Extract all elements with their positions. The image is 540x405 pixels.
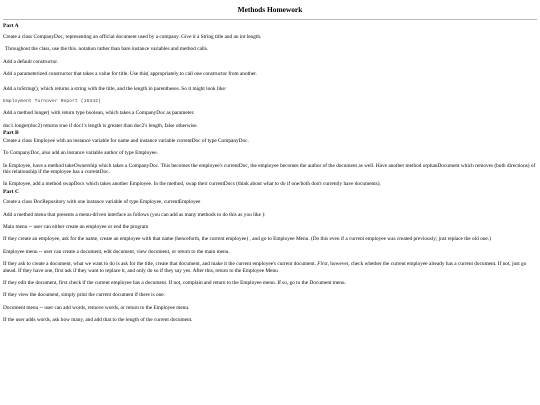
part-c-paragraph-10: If the user adds words, ask how many, and add that to the length of the current document. (3, 316, 193, 323)
part-b-paragraph-3: In Employee, have a method takeOwnership which takes a CompanyDoc. This becomes the employee's currentDoc, the employee becomes the author of the document as well. Have another method orphanDocument which removes (both directions) of this relationship if the employee has a currentDoc. (3, 162, 536, 175)
part-a-heading: Part A (3, 23, 19, 29)
part-c-paragraph-8: If they view the document, simply print the current document if there is one. (3, 292, 165, 299)
part-a-paragraph-5: Add a toString(), which returns a string with the title, and the length in parentheses. So it might look like: (3, 86, 227, 93)
part-c-paragraph-6-end: , however, check whether the current employee already has a current document. If not, just go ahead. If they have one, first ask if they want to replace it, and only do so if they say yes. After this, return to the Employee Menu (3, 261, 527, 274)
part-c-paragraph-2: Add a method menu that presents a menu-driven interface as follows (you can add as many methods to do this as you like ): (3, 211, 266, 218)
part-a-paragraph-4: Add a parameterized constructor that takes a value for title. Use this( appropriately to call one constructor from another. (3, 70, 257, 77)
part-c-paragraph-1: Create a class DocRepository with one instance variable of type Employee, currentEmployee (3, 199, 201, 206)
part-c-paragraph-6-start: If they ask to create a document, what we want to do is ask for the title, create that document, and make it the current employee's current document. (3, 261, 318, 268)
part-c-paragraph-9: Document menu -- user can add words, remove words, or return to the Employee menu. (3, 304, 190, 311)
part-a-paragraph-2: Throughout the class, use the this. notation rather than bare instance variables and method calls. (5, 46, 209, 53)
first-emphasis: First (317, 261, 328, 268)
tostring-example: Employment Turnover Report (16342) (3, 98, 101, 104)
part-b-paragraph-1: Create a class Employee with an instance variable for name and instance variable currentDoc of type CompanyDoc. (3, 137, 249, 144)
part-b-heading: Part B (3, 130, 19, 137)
part-c-paragraph-3: Main menu -- user can either create an employee or end the program (3, 224, 149, 231)
part-c-paragraph-7: If they edit the document, first check if the current employee has a document. If not, complain and return to the Employee menu. If so, go to the Document menu. (3, 279, 346, 286)
part-c-section (3, 190, 537, 324)
page-title: Methods Homework (237, 5, 303, 14)
part-a-paragraph-7: doc1.longer(doc2) returns true if doc1's length is greater than doc2's length, false otherwise. (3, 122, 198, 129)
title-divider (3, 19, 537, 20)
part-b-section (3, 131, 537, 188)
part-b-paragraph-2: To CompanyDoc, also add an instance variable author of type Employee. (3, 150, 158, 157)
part-c-paragraph-6 (3, 261, 537, 274)
part-c-paragraph-5: Employee menu -- user can create a document, edit document, view document, or return to the main menu. (3, 248, 230, 255)
part-c-heading: Part C (3, 188, 19, 195)
part-a-paragraph-3: Add a default constructor. (3, 58, 59, 65)
part-a-paragraph-6: Add a method longer( with return type boolean, which takes a CompanyDoc as parameter. (3, 110, 195, 117)
part-a-section (3, 24, 537, 129)
part-a-paragraph-1: Create a class CompanyDoc, representing an official document used by a company. Give it a String title and an int length. (3, 33, 262, 40)
part-b-paragraph-4: In Employee, add a method swapDocs which takes another Employee. In the method, swap their currentDocs (think about what to do if one/both don't currently have documents). (3, 181, 381, 188)
part-c-paragraph-4: If they create an employee, ask for the name, create an employee with that name (henceforth, the current employee) , and go to Employee Menu. (Do this even if a current employee was created previously; just replace the old one.) (3, 236, 491, 243)
